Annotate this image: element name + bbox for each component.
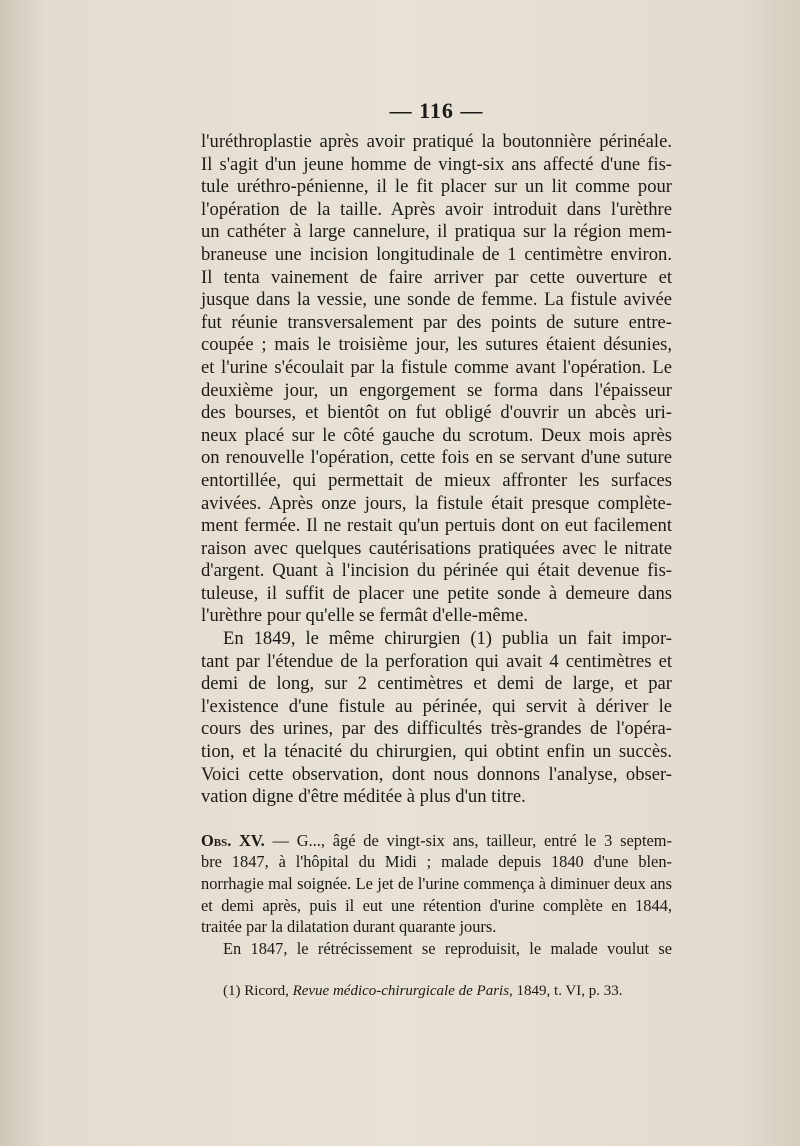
text-line: entortillée, qui permettait de mieux affronter les surfaces [201,469,672,491]
text-line: un cathéter à large cannelure, il pratiqua sur la région mem- [201,221,672,243]
paragraph-1 [201,131,672,628]
text-line: jusque dans la vessie, une sonde de femme. La fistule avivée [201,289,672,311]
text-line: l'uréthroplastie après avoir pratiqué la boutonnière périnéale. [201,131,672,152]
text-line: coupée ; mais le troisième jour, les sutures étaient désunies, [201,334,672,356]
observation-line: traitée par la dilatation durant quarante jours. [201,917,497,937]
text-line: En 1849, le même chirurgien (1) publia un fait impor- [223,628,672,650]
paragraph-2 [201,628,672,809]
observation-line [201,830,672,852]
observation-label: Obs. XV. [201,830,265,850]
text-line: l'urèthre pour qu'elle se fermât d'elle-même. [201,605,529,627]
text-line: ment fermée. Il ne restait qu'un pertuis dont on eut facilement [201,515,672,537]
text-line: neux placé sur le côté gauche du scrotum. Deux mois après [201,424,672,446]
text-line: vation digne d'être méditée à plus d'un titre. [201,786,526,808]
text-line: Il s'agit d'un jeune homme de vingt-six ans affecté d'une fis- [201,153,672,175]
footnote-journal: Revue médico-chirurgicale de Paris [292,983,510,1000]
text-line: et l'urine s'écoulait par la fistule comme avant l'opération. Le [201,356,672,378]
text-line: Il tenta vainement de faire arriver par cette ouverture et [201,266,672,288]
text-line: avivées. Après onze jours, la fistule était presque complète- [201,492,672,514]
text-line: tion, et la ténacité du chirurgien, qui obtint enfin un succès. [201,741,672,763]
observation-block [201,830,672,960]
text-line: tant par l'étendue de la perforation qui avait 4 centimètres et [201,650,672,672]
text-line: l'opération de la taille. Après avoir introduit dans l'urèthre [201,198,672,220]
footnote [201,981,672,1001]
text-line: d'argent. Quant à l'incision du périnée qui était devenue fis- [201,560,672,582]
text-line: tule uréthro-pénienne, il le fit placer sur un lit comme pour [201,176,672,198]
text-line: on renouvelle l'opération, cette fois en se servant d'une suture [201,447,672,469]
text-line: tuleuse, il suffit de placer une petite sonde à demeure dans [201,582,672,604]
footnote-rest: , 1849, t. VI, p. 33. [509,983,623,1000]
observation-line: norrhagie mal soignée. Le jet de l'urine commença à diminuer deux ans [201,874,672,893]
page-number: — 116 — [389,98,484,123]
text-line: cours des urines, par des difficultés très-grandes de l'opéra- [201,718,672,740]
footnote-author: Ricord, [240,983,293,1000]
text-line: des bourses, et bientôt on fut obligé d'ouvrir un abcès uri- [201,402,672,424]
text-line: braneuse une incision longitudinale de 1 centimètre environ. [201,243,672,265]
text-line: l'existence d'une fistule au périnée, qui servit à dériver le [201,695,672,717]
text-line: demi de long, sur 2 centimètres et demi de large, et par [201,673,672,695]
text-line: raison avec quelques cautérisations pratiquées avec le nitrate [201,537,672,559]
text-line: Voici cette observation, dont nous donnons l'analyse, obser- [201,763,672,785]
text-line: deuxième jour, un engorgement se forma dans l'épaisseur [201,379,672,401]
footnote-marker: (1) [223,983,241,1000]
observation-line: et demi après, puis il eut une rétention d'urine complète en 1844, [201,895,672,915]
text-line: fut réunie transversalement par des points de suture entre- [201,311,672,333]
observation-text: — G..., âgé de vingt-six ans, tailleur, entré le 3 septem- [264,830,672,850]
observation-continuation: En 1847, le rétrécissement se reproduisit, le malade voulut se [223,938,672,958]
observation-line: bre 1847, à l'hôpital du Midi ; malade depuis 1840 d'une blen- [201,852,672,872]
